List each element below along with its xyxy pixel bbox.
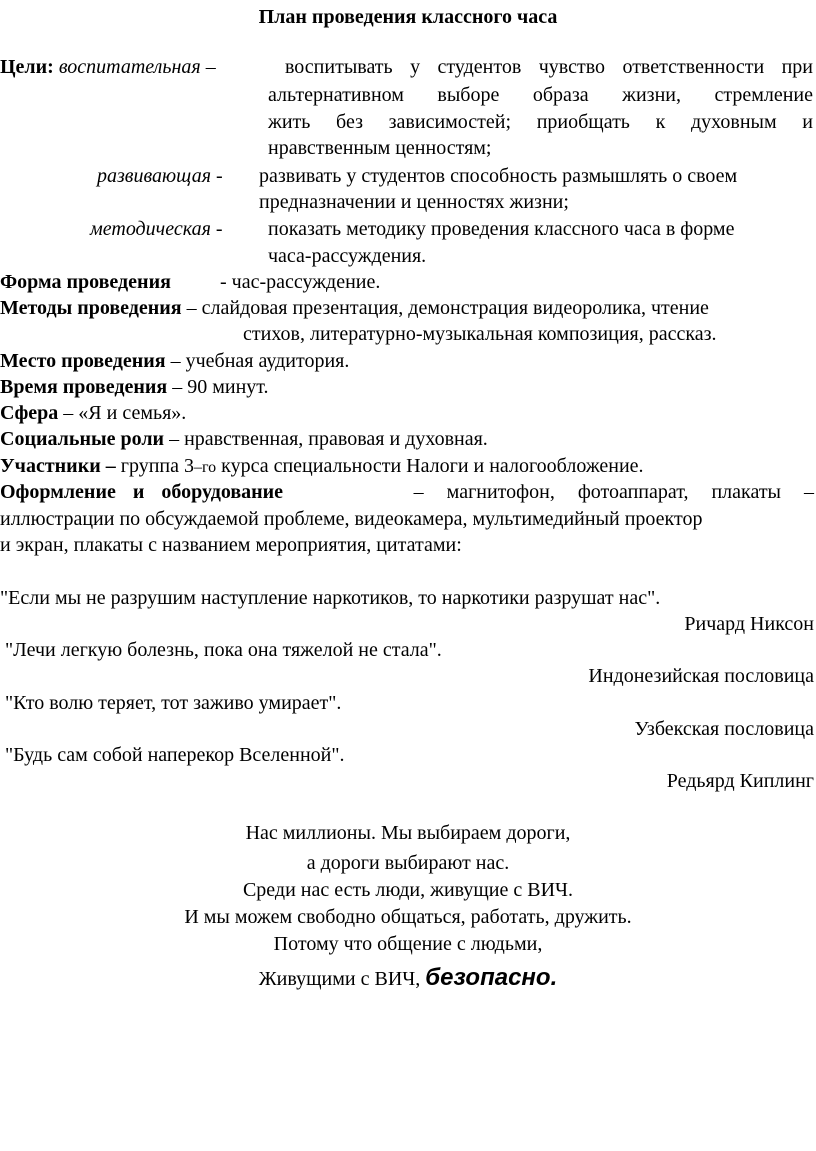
goal-educational-line-4: нравственным ценностям; [268, 137, 492, 159]
goals-label: Цели: [0, 56, 54, 78]
quote-text: "Будь сам собой наперекор Вселенной". [0, 744, 345, 766]
participants-value-a: группа 3 [115, 455, 194, 477]
poem-line: Среди нас есть люди, живущие с ВИЧ. [242, 879, 574, 901]
goal-methodical-name: методическая [90, 218, 211, 240]
goal-educational-line-3 [268, 109, 813, 135]
goal-educational-line-2 [268, 82, 813, 108]
place-label: Место проведения [0, 350, 166, 372]
quote-author: Индонезийская пословица [588, 665, 814, 687]
participants-label: Участники – [0, 455, 116, 477]
participants-value-b: курса специальности Налоги и налогообложение. [216, 455, 644, 477]
form-label: Форма проведения [0, 271, 171, 293]
goal-developing-line-1: развивать у студентов способность размышлять о своем [259, 165, 738, 187]
roles-label: Социальные роли [0, 428, 165, 450]
equipment-line-1 [0, 479, 814, 505]
time-label: Время проведения [0, 376, 168, 398]
goal-text: жить без зависимостей; приобщать к духовным и [268, 111, 813, 133]
goal-methodical-line-2: часа-рассуждения. [268, 245, 427, 267]
methods-row [0, 295, 709, 321]
roles-value: – нравственная, правовая и духовная. [164, 428, 488, 450]
quote-author: Узбекская пословица [634, 718, 814, 740]
goal-educational-name: воспитательная [58, 56, 201, 78]
place-value: – учебная аудитория. [165, 350, 350, 372]
equipment-line-3: и экран, плакаты с названием мероприятия, цитатами: [0, 534, 462, 556]
goal-educational-line-1 [285, 54, 813, 80]
goal-developing-name: развивающая [97, 165, 212, 187]
methods-line-1: – слайдовая презентация, демонстрация видеоролика, чтение [186, 297, 709, 319]
goal-developing-line-2: предназначении и ценностях жизни; [259, 191, 569, 213]
time-row [0, 374, 269, 400]
sphere-value: – «Я и семья». [58, 402, 187, 424]
quote-author: Редьярд Киплинг [666, 770, 814, 792]
poem-line: Нас миллионы. Мы выбираем дороги, [245, 822, 571, 844]
equipment-line-1-rest: – магнитофон, фотоаппарат, плакаты – [413, 481, 814, 503]
quote-author: Ричард Никсон [684, 613, 814, 635]
form-value: - час-рассуждение. [220, 271, 381, 293]
goal-educational-dash: – [205, 56, 216, 78]
quote-text: "Лечи легкую болезнь, пока она тяжелой не стала". [0, 639, 442, 661]
goal-methodical-heading [90, 216, 223, 242]
poem-last-text: Живущими с ВИЧ, [258, 968, 426, 990]
poem-line: И мы можем свободно общаться, работать, дружить. [184, 906, 632, 928]
goal-developing-dash: - [216, 165, 223, 187]
roles-row [0, 426, 488, 452]
equipment-line-2: иллюстрации по обсуждаемой проблеме, видеокамера, мультимедийный проектор [0, 508, 703, 530]
poem-line: Потому что общение с людьми, [273, 933, 543, 955]
page-title: План проведения классного часа [258, 6, 558, 28]
poem-last-line [0, 962, 816, 995]
participants-value-small: –го [194, 459, 217, 476]
goal-developing-heading [97, 163, 223, 189]
methods-line-2: стихов, литературно-музыкальная композиция, рассказ. [243, 323, 717, 345]
equipment-label: Оформление и оборудование [0, 481, 284, 503]
goal-text: воспитывать у студентов чувство ответственности при [285, 56, 813, 78]
poem-line: а дороги выбирают нас. [306, 852, 510, 874]
methods-label: Методы проведения [0, 297, 182, 319]
time-value: – 90 минут. [167, 376, 269, 398]
quote-text: "Кто волю теряет, тот заживо умирает". [0, 692, 342, 714]
sphere-row [0, 400, 186, 426]
goal-methodical-line-1: показать методику проведения классного часа в форме [268, 218, 735, 240]
quote-text: "Если мы не разрушим наступление наркотиков, то наркотики разрушат нас". [0, 587, 661, 609]
goals-heading [0, 54, 216, 80]
poem-emphasis: безопасно. [425, 964, 558, 991]
goal-methodical-dash: - [215, 218, 223, 240]
goal-text: альтернативном выборе образа жизни, стремление [268, 84, 813, 106]
participants-row [0, 453, 644, 481]
form-row [0, 269, 171, 295]
place-row [0, 348, 349, 374]
sphere-label: Сфера [0, 402, 59, 424]
